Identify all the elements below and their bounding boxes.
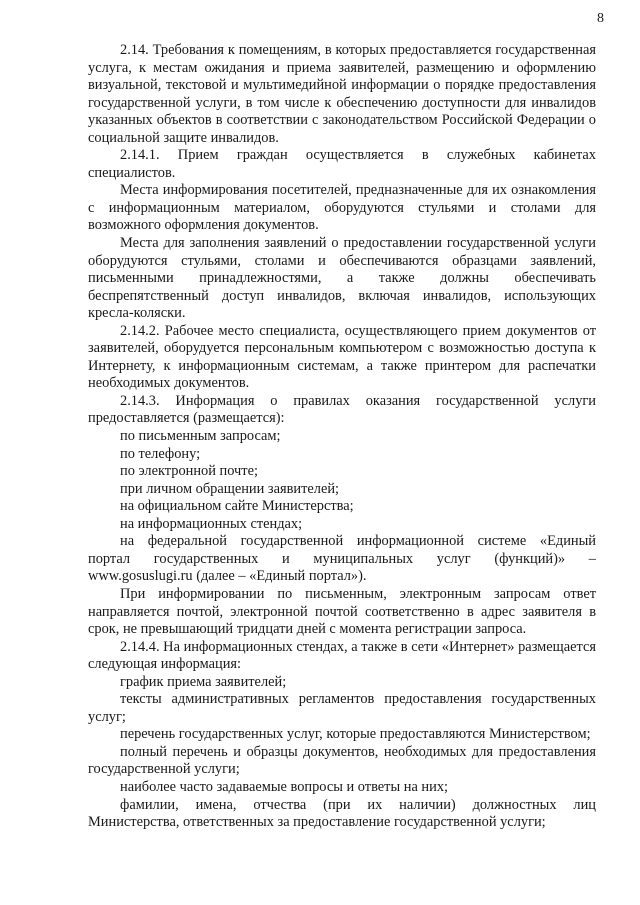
- portal-line-1: на федеральной государственной информационной системе «Единый: [120, 533, 596, 550]
- portal-line-3: www.gosuslugi.ru (далее – «Единый портал»).: [88, 568, 367, 585]
- list-item: фамилии, имена, отчества (при их наличии) должностных лиц Министерства, ответственных за предоставление государственной услуги;: [88, 796, 596, 831]
- paragraph-2-14-4: 2.14.4. На информационных стендах, а также в сети «Интернет» размещается следующая информация:: [88, 638, 596, 673]
- paragraph-2-14-1: 2.14.1. Прием граждан осуществляется в служебных кабинетах специалистов.: [88, 147, 596, 181]
- list-item: по телефону;: [120, 445, 201, 462]
- list-item: наиболее часто задаваемые вопросы и ответы на них;: [120, 778, 449, 795]
- list-item: график приема заявителей;: [120, 673, 287, 690]
- paragraph-application-places: Места для заполнения заявлений о предоставлении государственной услуги оборудуются стульями, столами и обеспечиваются образцами заявлений, письменными принадлежностями, а также должны обеспечивать беспрепятственный доступ инвалидов, включая инвалидов, использующих кресла-коляски.: [88, 235, 596, 322]
- page-number: 8: [597, 11, 604, 26]
- list-item: перечень государственных услуг, которые предоставляются Министерством;: [120, 726, 591, 743]
- portal-line-2: портал государственных и муниципальных услуг (функций)» –: [88, 550, 596, 567]
- paragraph-info-places: Места информирования посетителей, предназначенные для их ознакомления с информационным материалом, оборудуются стульями и столами для возможного оформления документов.: [88, 182, 596, 234]
- list-item: на официальном сайте Министерства;: [120, 498, 354, 515]
- paragraph-2-14-3: 2.14.3. Информация о правилах оказания государственной услуги предоставляется (размещается):: [88, 392, 596, 427]
- list-item: тексты административных регламентов предоставления государственных услуг;: [88, 691, 596, 725]
- list-item: на информационных стендах;: [120, 515, 303, 532]
- list-item: по электронной почте;: [120, 463, 258, 480]
- paragraph-2-14-2: 2.14.2. Рабочее место специалиста, осуществляющего прием документов от заявителей, оборудуется персональным компьютером с возможностью доступа к Интернету, к информационным системам, а также принтером для распечатки необходимых документов.: [88, 322, 596, 392]
- document-body: [88, 42, 596, 832]
- paragraph-answer: При информировании по письменным, электронным запросам ответ направляется почтой, электронной почтой соответственно в адрес заявителя в срок, не превышающий тридцати дней с момента регистрации запроса.: [88, 585, 596, 638]
- list-item: по письменным запросам;: [120, 428, 281, 445]
- paragraph-2-14: 2.14. Требования к помещениям, в которых предоставляется государственная услуга, к местам ожидания и приема заявителей, размещению и оформлению визуальной, текстовой и мультимедийной информации о порядке предоставления государственной услуги, в том числе к обеспечению доступности для инвалидов указанных объектов в соответствии с законодательством Российской Федерации о социальной защите инвалидов.: [88, 42, 596, 146]
- list-item: при личном обращении заявителей;: [120, 480, 340, 497]
- list-item: полный перечень и образцы документов, необходимых для предоставления государственной услуги;: [88, 743, 596, 778]
